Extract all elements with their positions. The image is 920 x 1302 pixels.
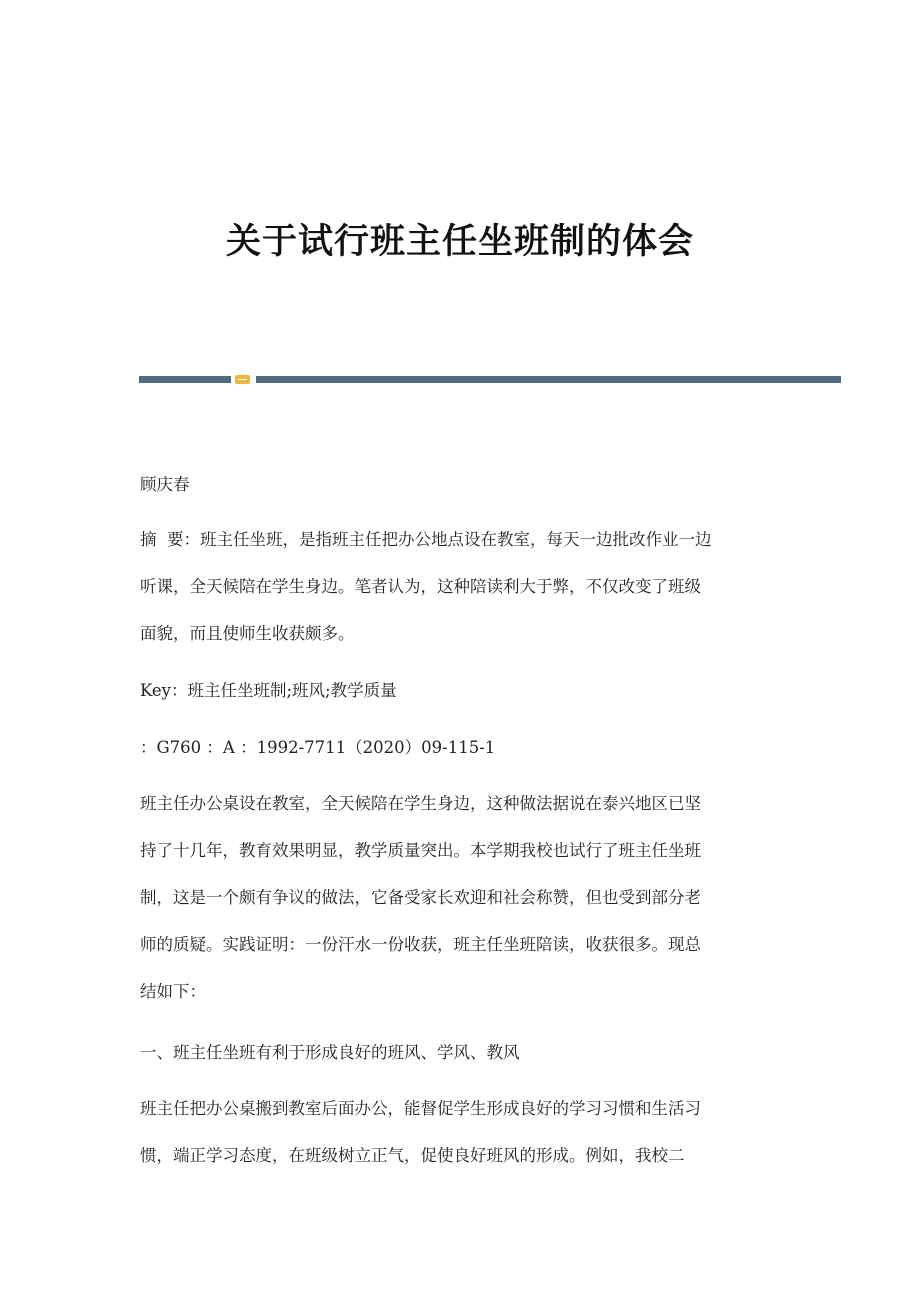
title-divider: [139, 375, 841, 384]
document-title: 关于试行班主任坐班制的体会: [225, 221, 694, 262]
section1-paragraph: [140, 1085, 780, 1179]
abstract-paragraph: [140, 516, 780, 657]
intro-line: 师的质疑。实践证明：一份汗水一份收获，班主任坐班陪读，收获很多。现总: [140, 935, 701, 954]
intro-paragraph: [140, 780, 780, 1015]
intro-line: 持了十几年，教育效果明显，教学质量突出。本学期我校也试行了班主任坐班: [140, 841, 701, 860]
intro-line: 结如下：: [140, 982, 206, 1001]
keywords-line: Key：班主任坐班制;班风;教学质量: [140, 681, 397, 700]
divider-emblem-icon: [235, 375, 250, 384]
intro-line: 班主任办公桌设在教室，全天候陪在学生身边，这种做法据说在泰兴地区已坚: [140, 794, 701, 813]
intro-line: 制，这是一个颇有争议的做法，它备受家长欢迎和社会称赞，但也受到部分老: [140, 888, 701, 907]
section1-line: 惯，端正学习态度，在班级树立正气，促使良好班风的形成。例如，我校二: [140, 1146, 685, 1165]
section1-heading: 一、班主任坐班有利于形成良好的班风、学风、教风: [140, 1043, 520, 1062]
divider-right-bar: [256, 376, 841, 383]
divider-left-bar: [139, 376, 231, 383]
section1-line: 班主任把办公桌搬到教室后面办公，能督促学生形成良好的学习习惯和生活习: [140, 1099, 701, 1118]
classification-line: ：G760 ：A ：1992-7711（2020）09-115-1: [140, 738, 496, 757]
author-name: 顾庆春: [140, 475, 190, 494]
abstract-line: 摘 要：班主任坐班，是指班主任把办公地点设在教室，每天一边批改作业一边: [140, 530, 712, 549]
abstract-line: 听课，全天候陪在学生身边。笔者认为，这种陪读利大于弊，不仅改变了班级: [140, 577, 701, 596]
abstract-line: 面貌，而且使师生收获颇多。: [140, 624, 355, 643]
